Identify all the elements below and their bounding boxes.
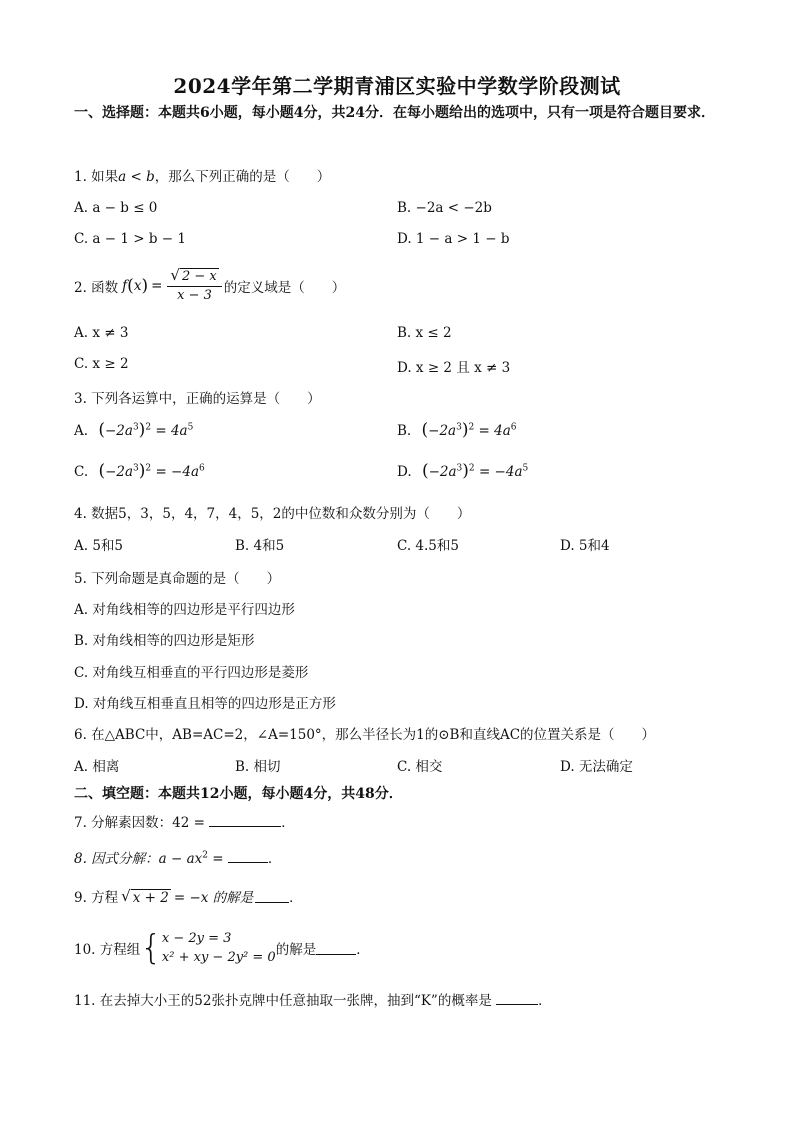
q3-option-b[interactable]: B. $(-2a^3)^2 = 4a^6$ <box>397 420 517 440</box>
q3-c-label: C. <box>74 464 89 480</box>
q3-option-a[interactable]: A. $(-2a^3)^2 = 4a^5$ <box>74 420 194 440</box>
q2-option-c[interactable]: C. x ≥ 2 <box>74 356 129 372</box>
q7-answer-blank[interactable] <box>209 814 281 827</box>
q3-a-inner-exp: 3 <box>132 422 139 433</box>
q1-option-d[interactable]: D. 1 − a > 1 − b <box>397 231 510 247</box>
q10-prompt-mid: 的解是 <box>275 942 317 958</box>
q4-option-a[interactable]: A. 5和5 <box>74 538 124 554</box>
q9-radicand: x + 2 <box>132 889 169 906</box>
q4-option-c[interactable]: C. 4.5和5 <box>397 538 459 554</box>
q3-c-base: −2a <box>105 464 134 480</box>
q6-option-b[interactable]: B. 相切 <box>235 759 281 775</box>
q7-line <box>74 811 295 831</box>
q1-option-b[interactable]: B. −2a < −2b <box>397 200 492 216</box>
q1-option-a[interactable]: A. a − b ≤ 0 <box>74 200 158 216</box>
q2-equals: = <box>151 277 163 294</box>
q5-option-c[interactable]: C. 对角线互相垂直的平行四边形是菱形 <box>74 665 309 681</box>
section1-heading: 一、选择题：本题共6小题，每小题4分，共24分．在每小题给出的选项中，只有一项是符合题目要求． <box>74 105 715 121</box>
q8-prompt: 8. 因式分解：a − ax <box>74 851 203 867</box>
q2-stem: 2. 函数 f ( x ) = √ 2 − x x − 3 的定义域是（ ） <box>74 266 346 303</box>
q3-b-exp: 6 <box>510 422 517 433</box>
q3-c-rhs: = −4a <box>155 464 199 480</box>
q2-option-a[interactable]: A. x ≠ 3 <box>74 325 129 341</box>
q1-stem-post: ，那么下列正确的是（ ） <box>154 169 331 185</box>
q5-option-a[interactable]: A. 对角线相等的四边形是平行四边形 <box>74 602 295 618</box>
q4-option-b[interactable]: B. 4和5 <box>235 538 285 554</box>
q4-stem: 4. 数据5，3，5，4，7，4，5，2的中位数和众数分别为（ ） <box>74 506 471 522</box>
exam-title: 2024学年第二学期青浦区实验中学数学阶段测试 <box>173 74 621 98</box>
q5-option-d[interactable]: D. 对角线互相垂直且相等的四边形是正方形 <box>74 696 336 712</box>
q4-option-d[interactable]: D. 5和4 <box>560 538 610 554</box>
section2-heading: 二、填空题：本题共12小题，每小题4分，共48分． <box>74 786 403 802</box>
q3-d-rhs: = −4a <box>478 464 523 480</box>
q7-prompt: 7. 分解素因数：42 = <box>74 815 205 831</box>
q1-stem-pre: 1. 如果 <box>74 169 119 185</box>
q10-answer-blank[interactable] <box>316 942 356 955</box>
q3-b-inner-exp: 3 <box>456 422 462 433</box>
q3-b-base: −2a <box>428 423 457 439</box>
q11-prompt: 11. 在去掉大小王的52张扑克牌中任意抽取一张牌，抽到“K”的概率是 <box>74 993 492 1009</box>
q2-stem-post: 的定义域是（ ） <box>223 279 346 296</box>
q2-x: x <box>133 277 142 294</box>
q9-answer-blank[interactable] <box>255 890 289 903</box>
q3-d-outer-exp: 2 <box>468 463 475 474</box>
q3-b-rhs: = 4a <box>478 423 511 439</box>
q8-period: ． <box>267 851 282 867</box>
q3-d-label: D. <box>397 464 412 480</box>
q11-line <box>74 989 552 1009</box>
q9-prompt: 9. 方程 <box>74 890 119 906</box>
q6-option-c[interactable]: C. 相交 <box>397 759 443 775</box>
q5-stem: 5. 下列命题是真命题的是（ ） <box>74 571 281 587</box>
q3-d-base: −2a <box>428 464 457 480</box>
q10-prompt: 10. 方程组 <box>74 942 141 958</box>
q3-d-inner-exp: 3 <box>456 463 463 474</box>
q8-equals: = <box>208 851 224 867</box>
q2-stem-pre: 2. 函数 <box>74 279 119 296</box>
q8-line <box>74 847 281 867</box>
q2-option-b[interactable]: B. x ≤ 2 <box>397 325 452 341</box>
q9-equation-rest: = −x 的解是 <box>173 890 254 906</box>
q3-option-d[interactable]: D. $(-2a^3)^2 = -4a^5$ <box>397 461 529 481</box>
q8-answer-blank[interactable] <box>228 850 268 863</box>
q3-option-c[interactable]: C. $(-2a^3)^2 = -4a^6$ <box>74 461 205 481</box>
q3-a-base: −2a <box>104 423 133 439</box>
q3-d-exp: 5 <box>522 463 529 474</box>
q3-a-outer-exp: 2 <box>145 422 152 433</box>
q9-period: ． <box>289 890 303 906</box>
q5-option-b[interactable]: B. 对角线相等的四边形是矩形 <box>74 633 255 649</box>
q8-exponent: 2 <box>202 850 209 861</box>
q1-stem <box>74 165 330 185</box>
q2-denominator: x − 3 <box>177 288 212 303</box>
q10-equation-2: x² + xy − 2y² = 0 <box>161 950 276 965</box>
q3-b-label: B. <box>397 423 412 439</box>
q2-option-d[interactable]: D. x ≥ 2 且 x ≠ 3 <box>397 360 511 376</box>
q2-numerator: 2 − x <box>181 269 217 284</box>
q3-a-label: A. <box>74 423 89 439</box>
q1-option-c[interactable]: C. a − 1 > b − 1 <box>74 231 186 247</box>
q3-a-exp: 5 <box>187 422 194 433</box>
q3-c-outer-exp: 2 <box>145 463 152 474</box>
q9-line: 9. 方程 √ x + 2 = −x 的解是 ． <box>74 886 303 906</box>
q3-c-inner-exp: 3 <box>133 463 139 474</box>
q11-answer-blank[interactable] <box>496 992 538 1005</box>
q6-option-d[interactable]: D. 无法确定 <box>560 759 633 775</box>
q1-condition: a < b <box>118 169 155 185</box>
q7-period: ． <box>281 815 295 831</box>
q3-b-outer-exp: 2 <box>468 422 475 433</box>
q3-a-rhs: = 4a <box>155 423 188 439</box>
q6-stem: 6. 在△ABC中，AB=AC=2，∠A=150°，那么半径长为1的⊙B和直线AC的位置关系是（ ） <box>74 727 656 743</box>
q10-equation-system: { x − 2y = 3 x² + xy − 2y² = 0 <box>140 928 276 968</box>
q6-option-a[interactable]: A. 相离 <box>74 759 120 775</box>
q2-f: f <box>122 277 128 294</box>
q10-equation-1: x − 2y = 3 <box>161 931 232 946</box>
q10-line <box>74 928 370 968</box>
q3-stem: 3. 下列各运算中，正确的运算是（ ） <box>74 391 321 407</box>
q10-period: ． <box>356 942 370 958</box>
q2-fraction: √ 2 − x x − 3 <box>167 266 221 305</box>
q3-c-exp: 6 <box>199 463 205 474</box>
q11-period: ． <box>538 993 552 1009</box>
